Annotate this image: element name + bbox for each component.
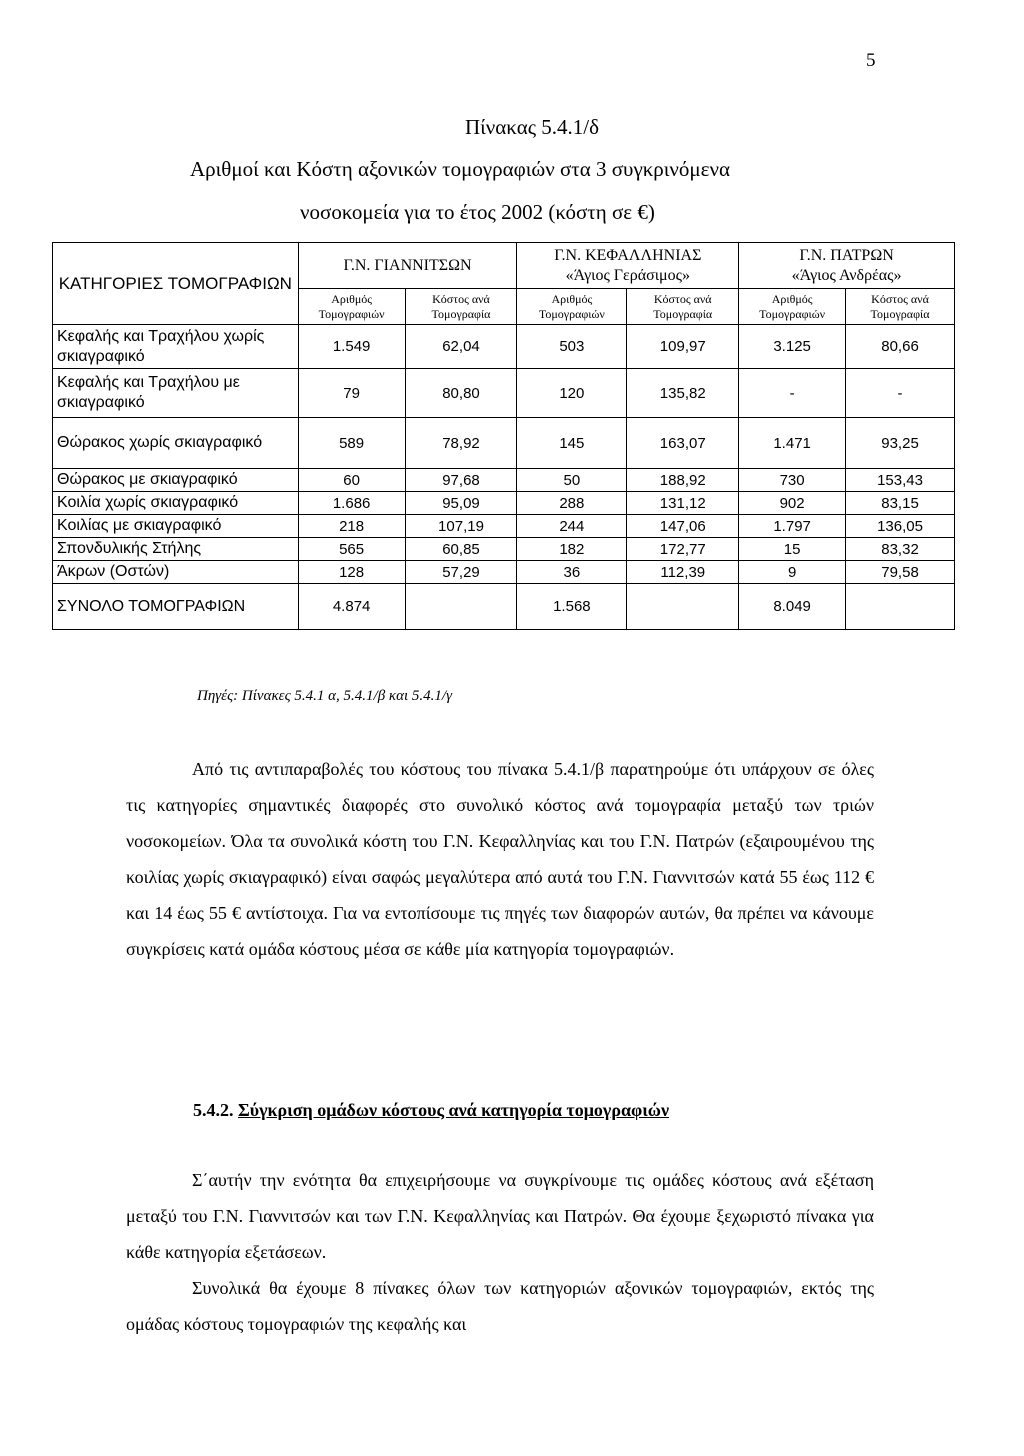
cell-value: 147,06 — [627, 515, 739, 538]
table-row — [53, 492, 955, 515]
cell-value: 78,92 — [405, 418, 517, 469]
cell-value: 36 — [517, 561, 627, 584]
cell-value — [846, 584, 955, 630]
cell-value: 1.686 — [298, 492, 405, 515]
cell-value: 109,97 — [627, 325, 739, 369]
cell-value: 4.874 — [298, 584, 405, 630]
hospital-name: Γ.Ν. ΚΕΦΑΛΛΗΝΙΑΣ — [554, 246, 702, 264]
section-title: Σύγκριση ομάδων κόστους ανά κατηγορία τομογραφιών — [238, 1100, 670, 1120]
cell-value: - — [846, 369, 955, 418]
hospital-header-giannitsa — [298, 243, 517, 289]
row-category: Θώρακος χωρίς σκιαγραφικό — [53, 418, 299, 469]
cell-value: 112,39 — [627, 561, 739, 584]
cell-value: 60,85 — [405, 538, 517, 561]
table-row — [53, 369, 955, 418]
hospital-header-kefallinia — [517, 243, 739, 289]
cell-value: 120 — [517, 369, 627, 418]
cell-value: 93,25 — [846, 418, 955, 469]
hospital-subtitle: «Άγιος Ανδρέας» — [791, 266, 902, 284]
table-row-total — [53, 584, 955, 630]
page-number: 5 — [866, 50, 876, 71]
hospital-name: Γ.Ν. ΓΙΑΝΝΙΤΣΩΝ — [343, 256, 472, 274]
cell-value: 188,92 — [627, 469, 739, 492]
cell-value: 95,09 — [405, 492, 517, 515]
row-category: Θώρακος με σκιαγραφικό — [53, 469, 299, 492]
hospital-subtitle: «Άγιος Γεράσιμος» — [565, 266, 690, 284]
cell-value: 131,12 — [627, 492, 739, 515]
cell-value: 503 — [517, 325, 627, 369]
paragraph-text: Από τις αντιπαραβολές του κόστους του πίνακα 5.4.1/β παρατηρούμε ότι υπάρχουν σε όλες τις κατηγορίες σημαντικές διαφορές στο συνολικό κόστος ανά τομογραφία μεταξύ των τριών νοσοκομείων. Όλα τα συνολικά κόστη του Γ.Ν. Κεφαλληνίας και του Γ.Ν. Πατρών (εξαιρουμένου της κοιλίας χωρίς σκιαγραφικό) είναι σαφώς μεγαλύτερα από αυτά του Γ.Ν. Γιαννιτσών κατά 55 έως 112 € και 14 έως 55 € αντίστοιχα. Για να εντοπίσουμε τις πηγές των διαφορών αυτών, θα πρέπει να κάνουμε συγκρίσεις κατά ομάδα κόστους μέσα σε κάθε μία κατηγορία τομογραφιών. — [126, 759, 874, 959]
row-category: Κεφαλής και Τραχήλου χωρίς σκιαγραφικό — [53, 325, 299, 369]
cell-value: 1.568 — [517, 584, 627, 630]
cell-value: 1.797 — [739, 515, 846, 538]
col-count-header: Αριθμός Τομογραφιών — [517, 289, 627, 325]
cell-value: 135,82 — [627, 369, 739, 418]
cell-value: 288 — [517, 492, 627, 515]
table-title: Πίνακας 5.4.1/δ — [464, 115, 599, 139]
col-count-header: Αριθμός Τομογραφιών — [739, 289, 846, 325]
cell-value: 83,32 — [846, 538, 955, 561]
cell-value: 50 — [517, 469, 627, 492]
ct-cost-table — [52, 242, 955, 630]
section-number: 5.4.2. — [193, 1100, 234, 1120]
hospital-name: Γ.Ν. ΠΑΤΡΩΝ — [799, 246, 894, 264]
cell-value: 145 — [517, 418, 627, 469]
paragraph-2: Σ΄αυτήν την ενότητα θα επιχειρήσουμε να συγκρίνουμε τις ομάδες κόστους ανά εξέταση μεταξύ του Γ.Ν. Γιαννιτσών και των Γ.Ν. Κεφαλληνίας και Πατρών. Θα έχουμε ξεχωριστό πίνακα για κάθε κατηγορία εξετάσεων. — [126, 1170, 874, 1262]
table-row — [53, 469, 955, 492]
cell-value: 79,58 — [846, 561, 955, 584]
category-header: ΚΑΤΗΓΟΡΙΕΣ ΤΟΜΟΓΡΑΦΙΩΝ — [53, 243, 299, 325]
row-category: Άκρων (Οστών) — [53, 561, 299, 584]
row-category: ΣΥΝΟΛΟ ΤΟΜΟΓΡΑΦΙΩΝ — [53, 584, 299, 630]
table-caption-line-1: Αριθμοί και Κόστη αξονικών τομογραφιών στα 3 συγκρινόμενα — [190, 157, 731, 181]
cell-value: 1.471 — [739, 418, 846, 469]
cell-value: 902 — [739, 492, 846, 515]
col-cost-header: Κόστος ανά Τομογραφία — [405, 289, 517, 325]
row-category: Κεφαλής και Τραχήλου με σκιαγραφικό — [53, 369, 299, 418]
table-row — [53, 418, 955, 469]
cell-value: 80,66 — [846, 325, 955, 369]
cell-value: 3.125 — [739, 325, 846, 369]
cell-value: 136,05 — [846, 515, 955, 538]
table-caption-line-2: νοσοκομεία για το έτος 2002 (κόστη σε €) — [300, 200, 655, 224]
cell-value — [627, 584, 739, 630]
col-count-header: Αριθμός Τομογραφιών — [298, 289, 405, 325]
col-cost-header: Κόστος ανά Τομογραφία — [846, 289, 955, 325]
paragraph-3: Συνολικά θα έχουμε 8 πίνακες όλων των κατηγοριών αξονικών τομογραφιών, εκτός της ομάδας κόστους τομογραφιών της κεφαλής και — [126, 1278, 874, 1334]
table-row — [53, 515, 955, 538]
cell-value: 589 — [298, 418, 405, 469]
cell-value: 153,43 — [846, 469, 955, 492]
cell-value: 163,07 — [627, 418, 739, 469]
table-sources: Πηγές: Πίνακες 5.4.1 α, 5.4.1/β και 5.4.1/γ — [197, 688, 452, 704]
cell-value: 244 — [517, 515, 627, 538]
cell-value — [405, 584, 517, 630]
table-row — [53, 561, 955, 584]
row-category: Κοιλία χωρίς σκιαγραφικό — [53, 492, 299, 515]
table-row — [53, 538, 955, 561]
cell-value: 62,04 — [405, 325, 517, 369]
cell-value: - — [739, 369, 846, 418]
cell-value: 182 — [517, 538, 627, 561]
row-category: Κοιλίας με σκιαγραφικό — [53, 515, 299, 538]
col-cost-header: Κόστος ανά Τομογραφία — [627, 289, 739, 325]
cell-value: 60 — [298, 469, 405, 492]
cell-value: 128 — [298, 561, 405, 584]
cell-value: 172,77 — [627, 538, 739, 561]
cell-value: 57,29 — [405, 561, 517, 584]
paragraph-1 — [126, 751, 874, 967]
cell-value: 83,15 — [846, 492, 955, 515]
cell-value: 565 — [298, 538, 405, 561]
cell-value: 79 — [298, 369, 405, 418]
table-row — [53, 325, 955, 369]
cell-value: 97,68 — [405, 469, 517, 492]
paragraph-2-block — [126, 1162, 874, 1342]
section-heading — [193, 1100, 669, 1121]
cell-value: 9 — [739, 561, 846, 584]
hospital-header-patras — [739, 243, 955, 289]
cell-value: 80,80 — [405, 369, 517, 418]
cell-value: 730 — [739, 469, 846, 492]
cell-value: 107,19 — [405, 515, 517, 538]
cell-value: 8.049 — [739, 584, 846, 630]
cell-value: 1.549 — [298, 325, 405, 369]
row-category: Σπονδυλικής Στήλης — [53, 538, 299, 561]
cell-value: 15 — [739, 538, 846, 561]
cell-value: 218 — [298, 515, 405, 538]
